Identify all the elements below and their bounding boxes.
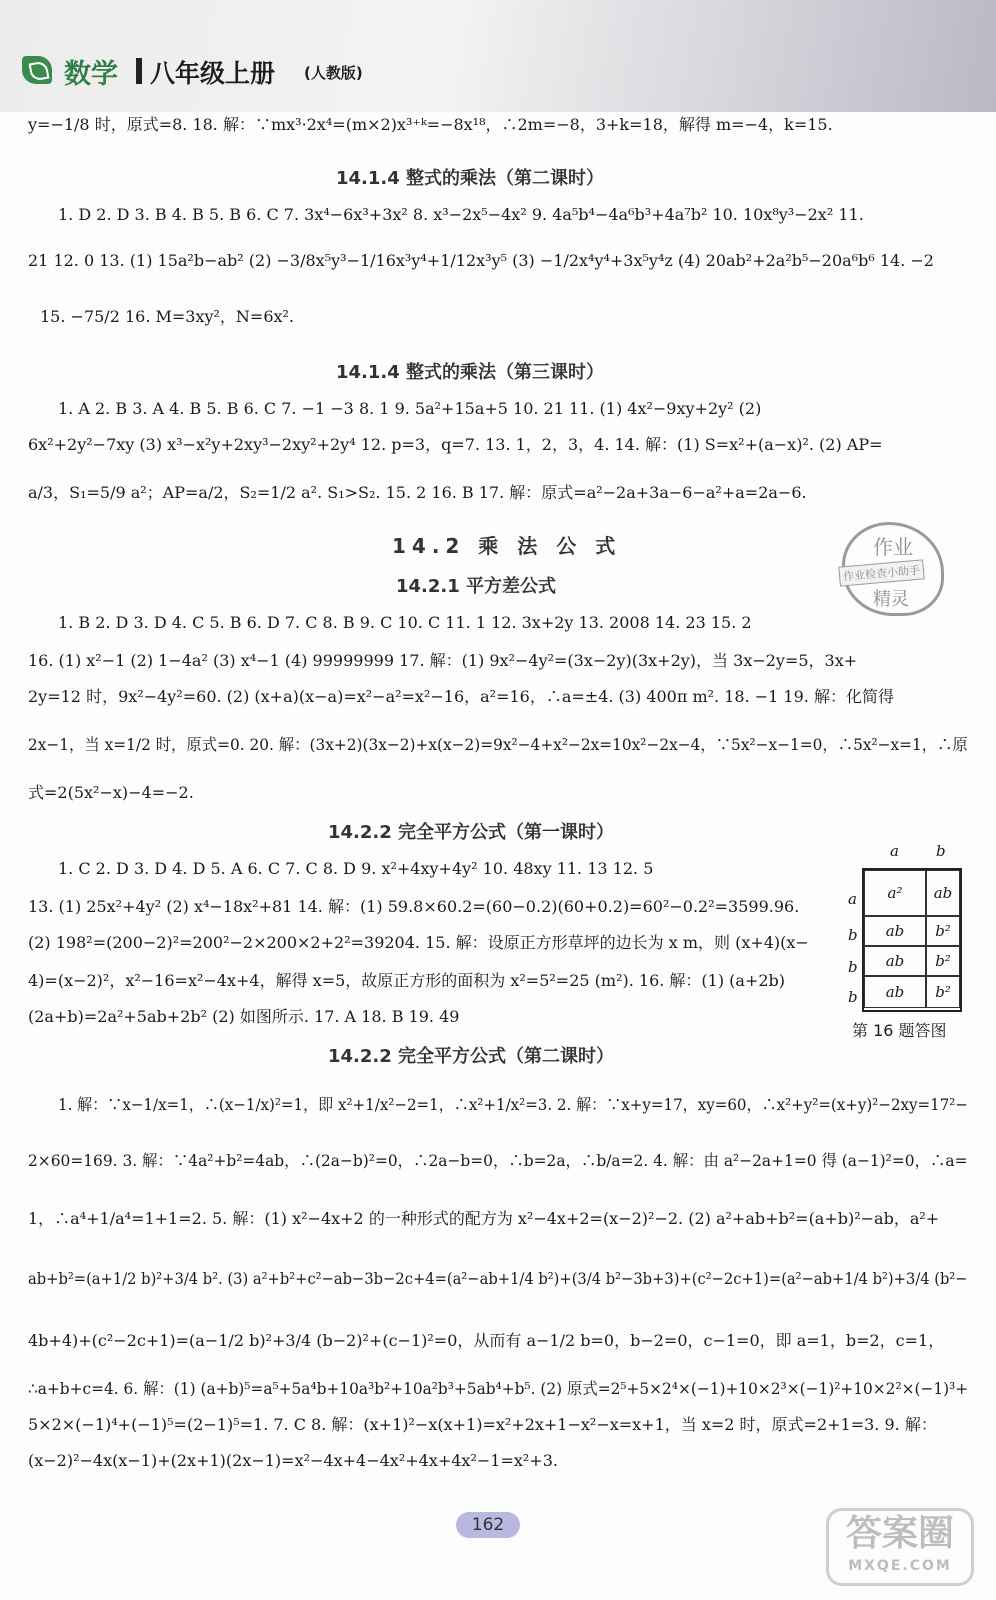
book-logo-icon xyxy=(22,56,52,84)
homework-stamp xyxy=(842,522,944,616)
answer-line: 6x²+2y²−7xy (3) x³−x²y+2xy³−2xy²+2y⁴ 12. p=3，q=7. 13. 1，2，3，4. 14. 解：(1) S=x²+(a−x)². (2) AP= xyxy=(28,435,883,454)
figure-cell: b² xyxy=(926,916,960,946)
figure-row-label: b xyxy=(848,926,858,944)
answer-line: ∴a+b+c=4. 6. 解：(1) (a+b)⁵=a⁵+5a⁴b+10a³b²+10a²b³+5ab⁴+b⁵. (2) 原式=2⁵+5×2⁴×(−1)+10×2³×(−1)²+10×2²×(−1)³+ xyxy=(28,1379,969,1398)
answer-line: 13. (1) 25x²+4y² (2) x⁴−18x²+81 14. 解：(1) 59.8×60.2=(60−0.2)(60+0.2)=60²−0.2²=3599.96. xyxy=(28,897,800,916)
figure-row-label: b xyxy=(848,988,858,1006)
figure-row-label: a xyxy=(848,890,857,908)
answer-line: y=−1/8 时，原式=8. 18. 解：∵mx³·2x⁴=(m×2)x³⁺ᵏ=−8x¹⁸，∴2m=−8，3+k=18，解得 m=−4，k=15. xyxy=(28,115,833,134)
page-number: 162 xyxy=(456,1512,520,1538)
answer-line: (x−2)²−4x(x−1)+(2x+1)(2x−1)=x²−4x+4−4x²+4x+4x²−1=x²+3. xyxy=(28,1451,558,1470)
answer-line: 1. 解：∵x−1/x=1，∴(x−1/x)²=1，即 x²+1/x²−2=1，∴x²+1/x²=3. 2. 解：∵x+y=17，xy=60，∴x²+y²=(x+y)²−2xy=17²− xyxy=(58,1095,968,1114)
grade-title: 八年级上册 xyxy=(150,59,276,88)
section-heading: 14.2.2 完全平方公式（第二课时） xyxy=(328,1046,615,1067)
answer-line: (2) 198²=(200−2)²=200²−2×200×2+2²=39204. 15. 解：设原正方形草坪的边长为 x m，则 (x+4)(x− xyxy=(28,933,809,952)
figure-row-label: b xyxy=(848,958,858,976)
edition-label: (人教版) xyxy=(304,64,363,82)
section-heading: 14.2.1 平方差公式 xyxy=(396,576,557,597)
figure-grid xyxy=(862,868,962,1012)
answer-line: 21 12. 0 13. (1) 15a²b−ab² (2) −3/8x⁵y³−1/16x³y⁴+1/12x³y⁵ (3) −1/2x⁴y⁴+3x⁵y⁴z (4) 20ab²+2a²b⁵−20a⁶b⁶ 14. −2 xyxy=(28,251,934,270)
answer-line: 1. B 2. D 3. D 4. C 5. B 6. D 7. C 8. B 9. C 10. C 11. 1 12. 3x+2y 13. 2008 14. 23 15. 2 xyxy=(58,613,752,632)
stamp-top-text: 作业 xyxy=(873,535,913,559)
watermark-main: 答案圈 xyxy=(845,1513,954,1554)
subject-title: 数学 xyxy=(64,59,118,90)
answer-line: 4)=(x−2)²，x²−16=x²−4x+4，解得 x=5，故原正方形的面积为 x²=5²=25 (m²). 16. 解：(1) (a+2b) xyxy=(28,971,786,990)
answer-line: a/3，S₁=5/9 a²；AP=a/2，S₂=1/2 a². S₁>S₂. 15. 2 16. B 17. 解：原式=a²−2a+3a−6−a²+a=2a−6. xyxy=(28,483,807,502)
answer-line: 1. C 2. D 3. D 4. D 5. A 6. C 7. C 8. D 9. x²+4xy+4y² 10. 48xy 11. 13 12. 5 xyxy=(58,859,654,878)
figure-cell: ab xyxy=(864,946,926,976)
title-divider xyxy=(136,58,142,84)
figure-cell: ab xyxy=(864,976,926,1008)
answer-line: 1. D 2. D 3. B 4. B 5. B 6. C 7. 3x⁴−6x³+3x² 8. x³−2x⁵−4x² 9. 4a⁵b⁴−4a⁶b³+4a⁷b² 10. 10x⁸y³−2x² 11. xyxy=(58,205,864,224)
stamp-bottom-text: 精灵 xyxy=(873,589,909,610)
figure-cell: a² xyxy=(864,870,926,916)
answer-line: (2a+b)=2a²+5ab+2b² (2) 如图所示. 17. A 18. B 19. 49 xyxy=(28,1007,460,1026)
figure-cell: ab xyxy=(864,916,926,946)
answer-line: 2y=12 时，9x²−4y²=60. (2) (x+a)(x−a)=x²−a²=x²−16，a²=16，∴a=±4. (3) 400π m². 18. −1 19. 解：化简得 xyxy=(28,687,894,706)
answer-line: 2×60=169. 3. 解：∵4a²+b²=4ab，∴(2a−b)²=0，∴2a−b=0，∴b=2a，∴b/a=2. 4. 解：由 a²−2a+1=0 得 (a−1)²=0，∴a= xyxy=(28,1151,968,1170)
answer-line: 4b+4)+(c²−2c+1)=(a−1/2 b)²+3/4 (b−2)²+(c−1)²=0，从而有 a−1/2 b=0，b−2=0，c−1=0，即 a=1，b=2，c=1， xyxy=(28,1331,945,1350)
chapter-heading: 14.2 乘 法 公 式 xyxy=(392,534,622,558)
watermark-logo xyxy=(826,1508,974,1586)
answer-line: 1. A 2. B 3. A 4. B 5. B 6. C 7. −1 −3 8. 1 9. 5a²+15a+5 10. 21 11. (1) 4x²−9xy+2y² (2) xyxy=(58,399,762,418)
answer-line: 5×2×(−1)⁴+(−1)⁵=(2−1)⁵=1. 7. C 8. 解：(x+1)²−x(x+1)=x²+2x+1−x²−x=x+1，当 x=2 时，原式=2+1=3. 9. 解： xyxy=(28,1415,937,1434)
answer-line: 式=2(5x²−x)−4=−2. xyxy=(28,783,194,802)
figure-16 xyxy=(846,842,976,1042)
figure-caption: 第 16 题答图 xyxy=(852,1021,947,1040)
answer-line: 16. (1) x²−1 (2) 1−4a² (3) x⁴−1 (4) 99999999 17. 解：(1) 9x²−4y²=(3x−2y)(3x+2y)，当 3x−2y=5，3x+ xyxy=(28,651,858,670)
section-heading: 14.1.4 整式的乘法（第二课时） xyxy=(336,168,605,189)
figure-col-label: b xyxy=(936,842,946,860)
stamp-middle-text: 作业检查小助手 xyxy=(838,559,924,586)
answer-line: ab+b²=(a+1/2 b)²+3/4 b². (3) a²+b²+c²−ab−3b−2c+4=(a²−ab+1/4 b²)+(3/4 b²−3b+3)+(c²−2c+1)=(a²−ab+1/4 b²)+3/4 (b²− xyxy=(28,1269,968,1288)
answer-line: 15. −75/2 16. M=3xy²，N=6x². xyxy=(40,307,295,326)
figure-col-label: a xyxy=(890,842,899,860)
section-heading: 14.2.2 完全平方公式（第一课时） xyxy=(328,822,615,843)
figure-cell: b² xyxy=(926,946,960,976)
answer-line: 2x−1，当 x=1/2 时，原式=0. 20. 解：(3x+2)(3x−2)+x(x−2)=9x²−4+x²−2x=10x²−2x−4，∵5x²−x−1=0，∴5x²−x=1，∴原 xyxy=(28,735,968,754)
section-heading: 14.1.4 整式的乘法（第三课时） xyxy=(336,362,605,383)
figure-cell: ab xyxy=(926,870,960,916)
figure-cell: b² xyxy=(926,976,960,1008)
watermark-sub: MXQE.COM xyxy=(848,1558,952,1574)
answer-line: 1，∴a⁴+1/a⁴=1+1=2. 5. 解：(1) x²−4x+2 的一种形式的配方为 x²−4x+2=(x−2)²−2. (2) a²+ab+b²=(a+b)²−ab，a²+ xyxy=(28,1209,940,1228)
